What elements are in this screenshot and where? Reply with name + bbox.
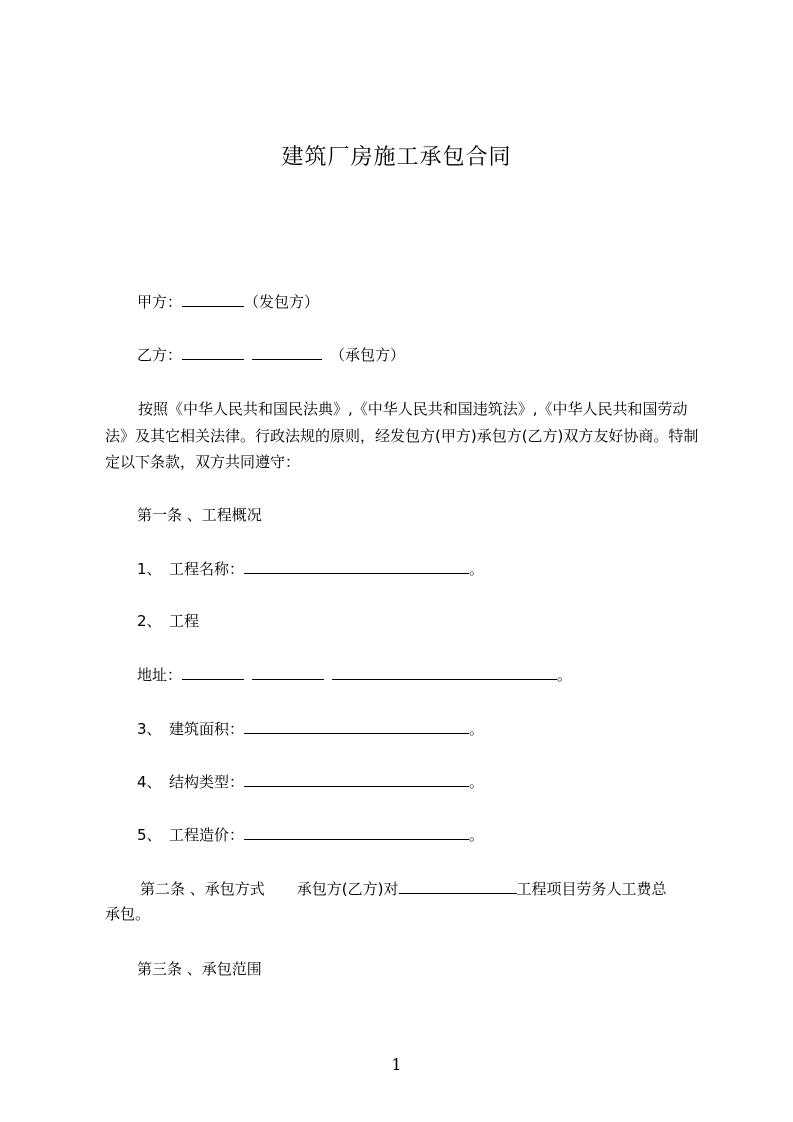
- party-b-blank-2[interactable]: [252, 343, 322, 360]
- end-mark: 。: [469, 720, 485, 738]
- party-b-label: 乙方：: [137, 346, 183, 364]
- item-project-name: [137, 557, 484, 580]
- end-mark: 。: [469, 773, 485, 791]
- article-2-project-blank[interactable]: [399, 877, 517, 894]
- item-number: 5、: [137, 826, 162, 844]
- item-structure-type: [137, 770, 484, 793]
- party-a-note: （发包方）: [244, 293, 320, 311]
- item-number: 4、: [137, 773, 162, 791]
- article-2-text-after: 工程项目劳务人工费总: [516, 880, 667, 898]
- address-blank-2[interactable]: [252, 663, 324, 680]
- item-label: 建筑面积：: [169, 720, 245, 738]
- item-label: 工程名称：: [169, 560, 245, 578]
- party-a-blank[interactable]: [182, 290, 244, 307]
- item-number: 2、: [137, 612, 162, 630]
- party-b-line: [137, 343, 405, 366]
- item-label: 工程: [169, 612, 200, 630]
- item-project-address: [137, 610, 199, 632]
- page-number: 1: [391, 1055, 402, 1074]
- address-blank-1[interactable]: [182, 663, 244, 680]
- address-line: [137, 663, 572, 686]
- article-2-line: [140, 877, 667, 900]
- intro-paragraph: 按照《中华人民共和国民法典》,《中华人民共和国违筑法》,《中华人民共和国劳动法》及其它相关法律。行政法规的原则，经发包方(甲方)承包方(乙方)双方友好协商。特制定以下条款，双方共同遵守：: [105, 400, 699, 471]
- article-2-text-before: 承包方(乙方)对: [296, 880, 399, 898]
- document-title: 建筑厂房施工承包合同: [281, 145, 512, 170]
- address-label: 地址：: [137, 666, 183, 684]
- project-cost-blank[interactable]: [244, 823, 469, 840]
- party-b-blank-1[interactable]: [182, 343, 244, 360]
- article-2-continuation: 承包。: [105, 905, 151, 923]
- item-number: 1、: [137, 560, 162, 578]
- party-b-note: （承包方）: [330, 346, 406, 364]
- article-3-heading: 第三条 、承包范围: [137, 960, 262, 978]
- item-building-area: [137, 717, 484, 740]
- structure-type-blank[interactable]: [244, 770, 469, 787]
- end-mark: 。: [469, 826, 485, 844]
- item-number: 3、: [137, 720, 162, 738]
- party-a-label: 甲方：: [137, 293, 183, 311]
- item-label: 工程造价：: [169, 826, 245, 844]
- building-area-blank[interactable]: [244, 717, 469, 734]
- end-mark: 。: [557, 666, 573, 684]
- item-label: 结构类型：: [169, 773, 245, 791]
- project-name-blank[interactable]: [244, 557, 469, 574]
- item-project-cost: [137, 823, 484, 846]
- article-1-heading: 第一条 、工程概况: [137, 506, 262, 524]
- end-mark: 。: [469, 560, 485, 578]
- address-blank-3[interactable]: [332, 663, 557, 680]
- party-a-line: [137, 290, 319, 313]
- article-2-heading: 第二条 、承包方式: [140, 880, 265, 898]
